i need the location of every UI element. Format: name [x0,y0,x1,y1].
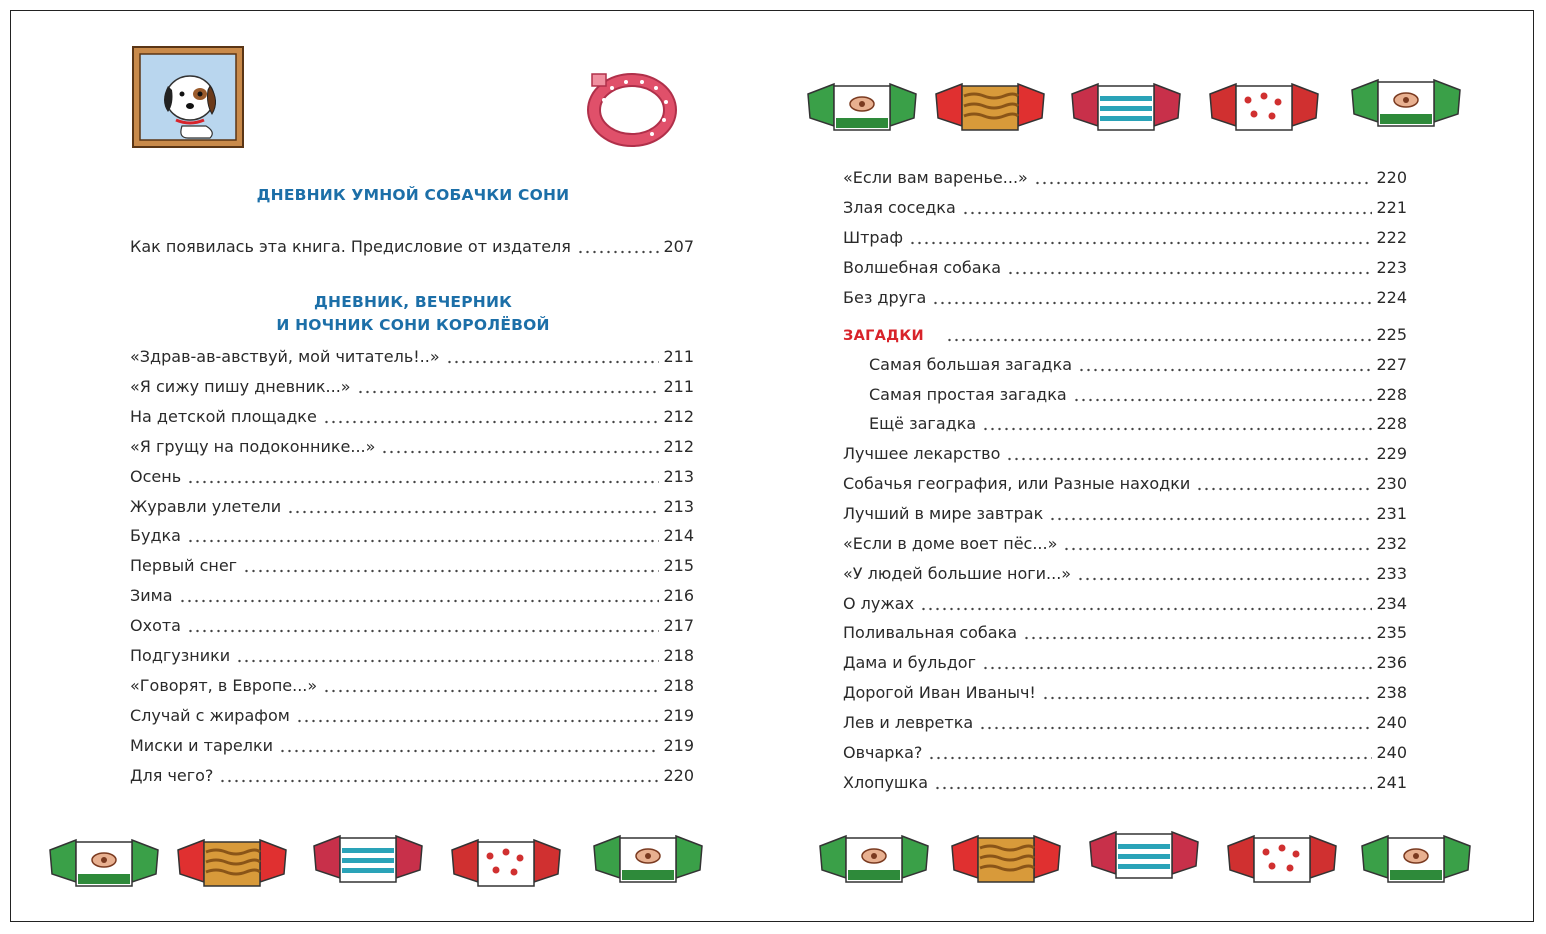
toc-entry[interactable] [843,529,1407,553]
toc-leader-dots [946,324,1372,342]
toc-leader-dots [920,593,1372,611]
toc-leader-dots [287,496,659,514]
toc-entry-page: 212 [663,406,694,426]
toc-entry-title: Злая соседка [843,198,956,217]
toc-leader-dots [236,645,659,663]
toc-leader-dots [323,406,660,424]
toc-leader-dots [357,376,660,394]
candy-wrapper-icon [1088,822,1200,884]
toc-leader-dots [381,436,659,454]
toc-leader-dots [219,765,659,783]
candy-wrapper-icon [48,830,160,892]
toc-entry-page: 230 [1376,473,1407,493]
toc-leader-dots [962,197,1373,215]
toc-entry[interactable] [130,432,694,456]
toc-entry[interactable] [843,499,1407,523]
toc-entry[interactable] [130,462,694,486]
toc-entry[interactable] [130,342,694,366]
toc-entry-title: Первый снег [130,556,238,576]
toc-entry[interactable] [843,253,1407,277]
toc-leader-dots [323,675,659,693]
toc-entry-title: Поливальная собака [843,623,1018,643]
toc-leader-dots [979,712,1372,730]
toc-entry[interactable] [843,283,1407,307]
toc-entry-title: «Я сижу пишу дневник...» [130,376,351,396]
toc-entry-page: 229 [1376,444,1407,463]
toc-entry[interactable] [843,648,1407,672]
toc-leader-dots [279,735,659,753]
toc-leader-dots [1196,473,1372,491]
toc-entry-title: Дорогой Иван Иваныч! [843,683,1036,703]
toc-entry-title: На детской площадке [130,406,317,426]
toc-section-riddles[interactable] [843,320,1407,344]
toc-leader-dots [928,742,1372,760]
toc-entry-title: Овчарка? [843,743,923,762]
toc-entry-title: Самая большая загадка [869,355,1073,374]
toc-entry-title: ЗАГАДКИ [843,328,924,344]
toc-leader-dots [909,227,1372,245]
toc-entry-title: Лев и левретка [843,713,974,733]
candy-wrapper-icon [950,826,1062,888]
toc-entry-title: «Здрав-ав-авствуй, мой читатель!..» [130,347,440,366]
toc-entry[interactable] [130,641,694,665]
toc-entry-page: 212 [663,436,694,456]
toc-left-list [130,0,694,934]
toc-entry-page: 227 [1376,355,1407,374]
toc-entry-page: 216 [663,586,694,606]
toc-entry-page: 213 [663,466,694,486]
candy-wrapper-icon [1226,826,1338,888]
toc-leader-dots [982,652,1372,670]
toc-entry-page: 211 [663,347,694,366]
toc-entry-title: Ещё загадка [869,414,977,434]
toc-leader-dots [187,525,659,543]
toc-entry-page: 223 [1376,258,1407,277]
toc-entry[interactable] [843,768,1407,792]
toc-entry[interactable] [843,559,1407,583]
candy-wrapper-icon [818,826,930,888]
toc-entry-title: Самая простая загадка [869,384,1067,404]
toc-leader-dots [1049,503,1372,521]
toc-right-list [843,0,1407,934]
toc-entry[interactable] [130,701,694,725]
heading-line: ДНЕВНИК, ВЕЧЕРНИК [314,293,512,311]
toc-leader-dots [1006,443,1372,461]
toc-entry-title: Лучшее лекарство [843,444,1001,463]
toc-entry[interactable] [843,380,1407,404]
toc-entry[interactable] [130,611,694,635]
toc-entry-page: 238 [1376,683,1407,703]
toc-entry[interactable] [130,402,694,426]
toc-entry-title: Будка [130,526,181,546]
toc-entry-page: 218 [663,675,694,695]
toc-leader-dots [187,615,659,633]
toc-entry-title: Зима [130,586,173,606]
toc-entry-page: 225 [1376,325,1407,344]
toc-entry-title: Подгузники [130,646,231,665]
toc-leader-dots [1077,563,1372,581]
toc-entry-title: Волшебная собака [843,258,1002,277]
toc-leader-dots [179,585,660,603]
toc-leader-dots [1063,533,1372,551]
toc-entry[interactable] [130,671,694,695]
candy-wrapper-icon [1350,70,1462,132]
toc-entry-page: 240 [1376,743,1407,762]
toc-entry-page: 214 [663,526,694,546]
section-heading-diary: ДНЕВНИК УМНОЙ СОБАЧКИ СОНИ [256,186,570,204]
toc-entry-page: 207 [663,237,694,256]
toc-leader-dots [1073,384,1373,402]
toc-leader-dots [934,772,1372,790]
toc-entry[interactable] [130,761,694,785]
candy-wrapper-icon [934,74,1046,136]
toc-entry-title: Без друга [843,288,927,307]
toc-entry-title: Журавли улетели [130,496,282,516]
toc-entry-title: «У людей большие ноги...» [843,563,1072,583]
toc-entry-page: 231 [1376,503,1407,523]
toc-entry[interactable] [843,350,1407,374]
toc-entry[interactable] [130,372,694,396]
toc-entry[interactable] [843,469,1407,493]
toc-entry-title: «Я грущу на подоконнике...» [130,436,376,456]
toc-entry-page: 221 [1376,198,1407,217]
toc-entry-page: 219 [663,735,694,755]
toc-entry[interactable] [130,731,694,755]
toc-leader-dots [243,555,659,573]
toc-leader-dots [982,413,1372,431]
toc-leader-dots [446,346,660,364]
candy-wrapper-icon [1070,74,1182,136]
candy-wrapper-icon [592,826,704,888]
toc-entry-title: Охота [130,616,181,636]
toc-entry[interactable] [843,223,1407,247]
toc-entry-page: 228 [1376,414,1407,434]
toc-entry-title: Для чего? [130,765,214,785]
toc-entry-title: О лужах [843,593,915,613]
toc-entry-title: Хлопушка [843,772,929,792]
heading-line: И НОЧНИК СОНИ КОРОЛЁВОЙ [276,316,550,334]
toc-entry-page: 235 [1376,623,1407,643]
toc-entry-page: 218 [663,646,694,665]
toc-entry-page: 234 [1376,593,1407,613]
toc-entry[interactable] [843,589,1407,613]
toc-entry[interactable] [130,551,694,575]
toc-entry-page: 220 [1376,168,1407,187]
toc-entry-title: Собачья география, или Разные находки [843,473,1191,493]
toc-entry-title: Штраф [843,228,904,247]
toc-entry[interactable] [843,708,1407,732]
toc-entry-page: 220 [663,765,694,785]
toc-entry-page: 240 [1376,713,1407,733]
candy-wrapper-icon [176,830,288,892]
toc-entry[interactable] [843,738,1407,762]
candy-wrapper-icon [312,826,424,888]
toc-leader-dots [187,466,659,484]
toc-entry-page: 222 [1376,228,1407,247]
toc-entry[interactable] [843,409,1407,433]
toc-entry-title: Миски и тарелки [130,735,274,755]
toc-entry[interactable] [130,521,694,545]
toc-entry[interactable] [130,492,694,516]
toc-entry-page: 217 [663,616,694,636]
toc-leader-dots [1042,682,1373,700]
toc-entry[interactable] [843,618,1407,642]
toc-entry[interactable] [843,163,1407,187]
candy-wrapper-icon [1208,74,1320,136]
toc-entry-title: Лучший в мире завтрак [843,503,1044,523]
toc-entry-title: Дама и бульдог [843,653,976,673]
toc-leader-dots [1034,167,1373,185]
toc-entry-title: «Говорят, в Европе...» [130,675,318,695]
toc-entry-page: 233 [1376,563,1407,583]
toc-entry-page: 224 [1376,288,1407,307]
candy-wrapper-icon [806,74,918,136]
toc-entry-page: 211 [663,376,694,396]
toc-leader-dots [1007,257,1372,275]
toc-entry-title: Случай с жирафом [130,705,290,725]
toc-entry-page: 232 [1376,533,1407,553]
toc-entry-title: «Если вам варенье...» [843,168,1028,187]
toc-entry-title: «Если в доме воет пёс...» [843,533,1058,553]
toc-leader-dots [932,287,1372,305]
toc-entry-page: 241 [1376,772,1407,792]
toc-entry-title: Как появилась эта книга. Предисловие от издателя [130,237,571,256]
candy-wrapper-icon [450,830,562,892]
toc-leader-dots [296,705,660,723]
toc-entry-page: 228 [1376,384,1407,404]
toc-entry[interactable] [843,193,1407,217]
toc-entry-page: 215 [663,556,694,576]
toc-entry-page: 219 [663,705,694,725]
candy-wrapper-icon [1360,826,1472,888]
toc-entry-page: 213 [663,496,694,516]
toc-leader-dots [1078,354,1372,372]
toc-entry-title: Осень [130,466,182,486]
toc-entry[interactable] [843,439,1407,463]
toc-entry[interactable] [843,678,1407,702]
toc-entry[interactable] [130,581,694,605]
toc-leader-dots [1023,622,1372,640]
toc-entry-page: 236 [1376,653,1407,673]
